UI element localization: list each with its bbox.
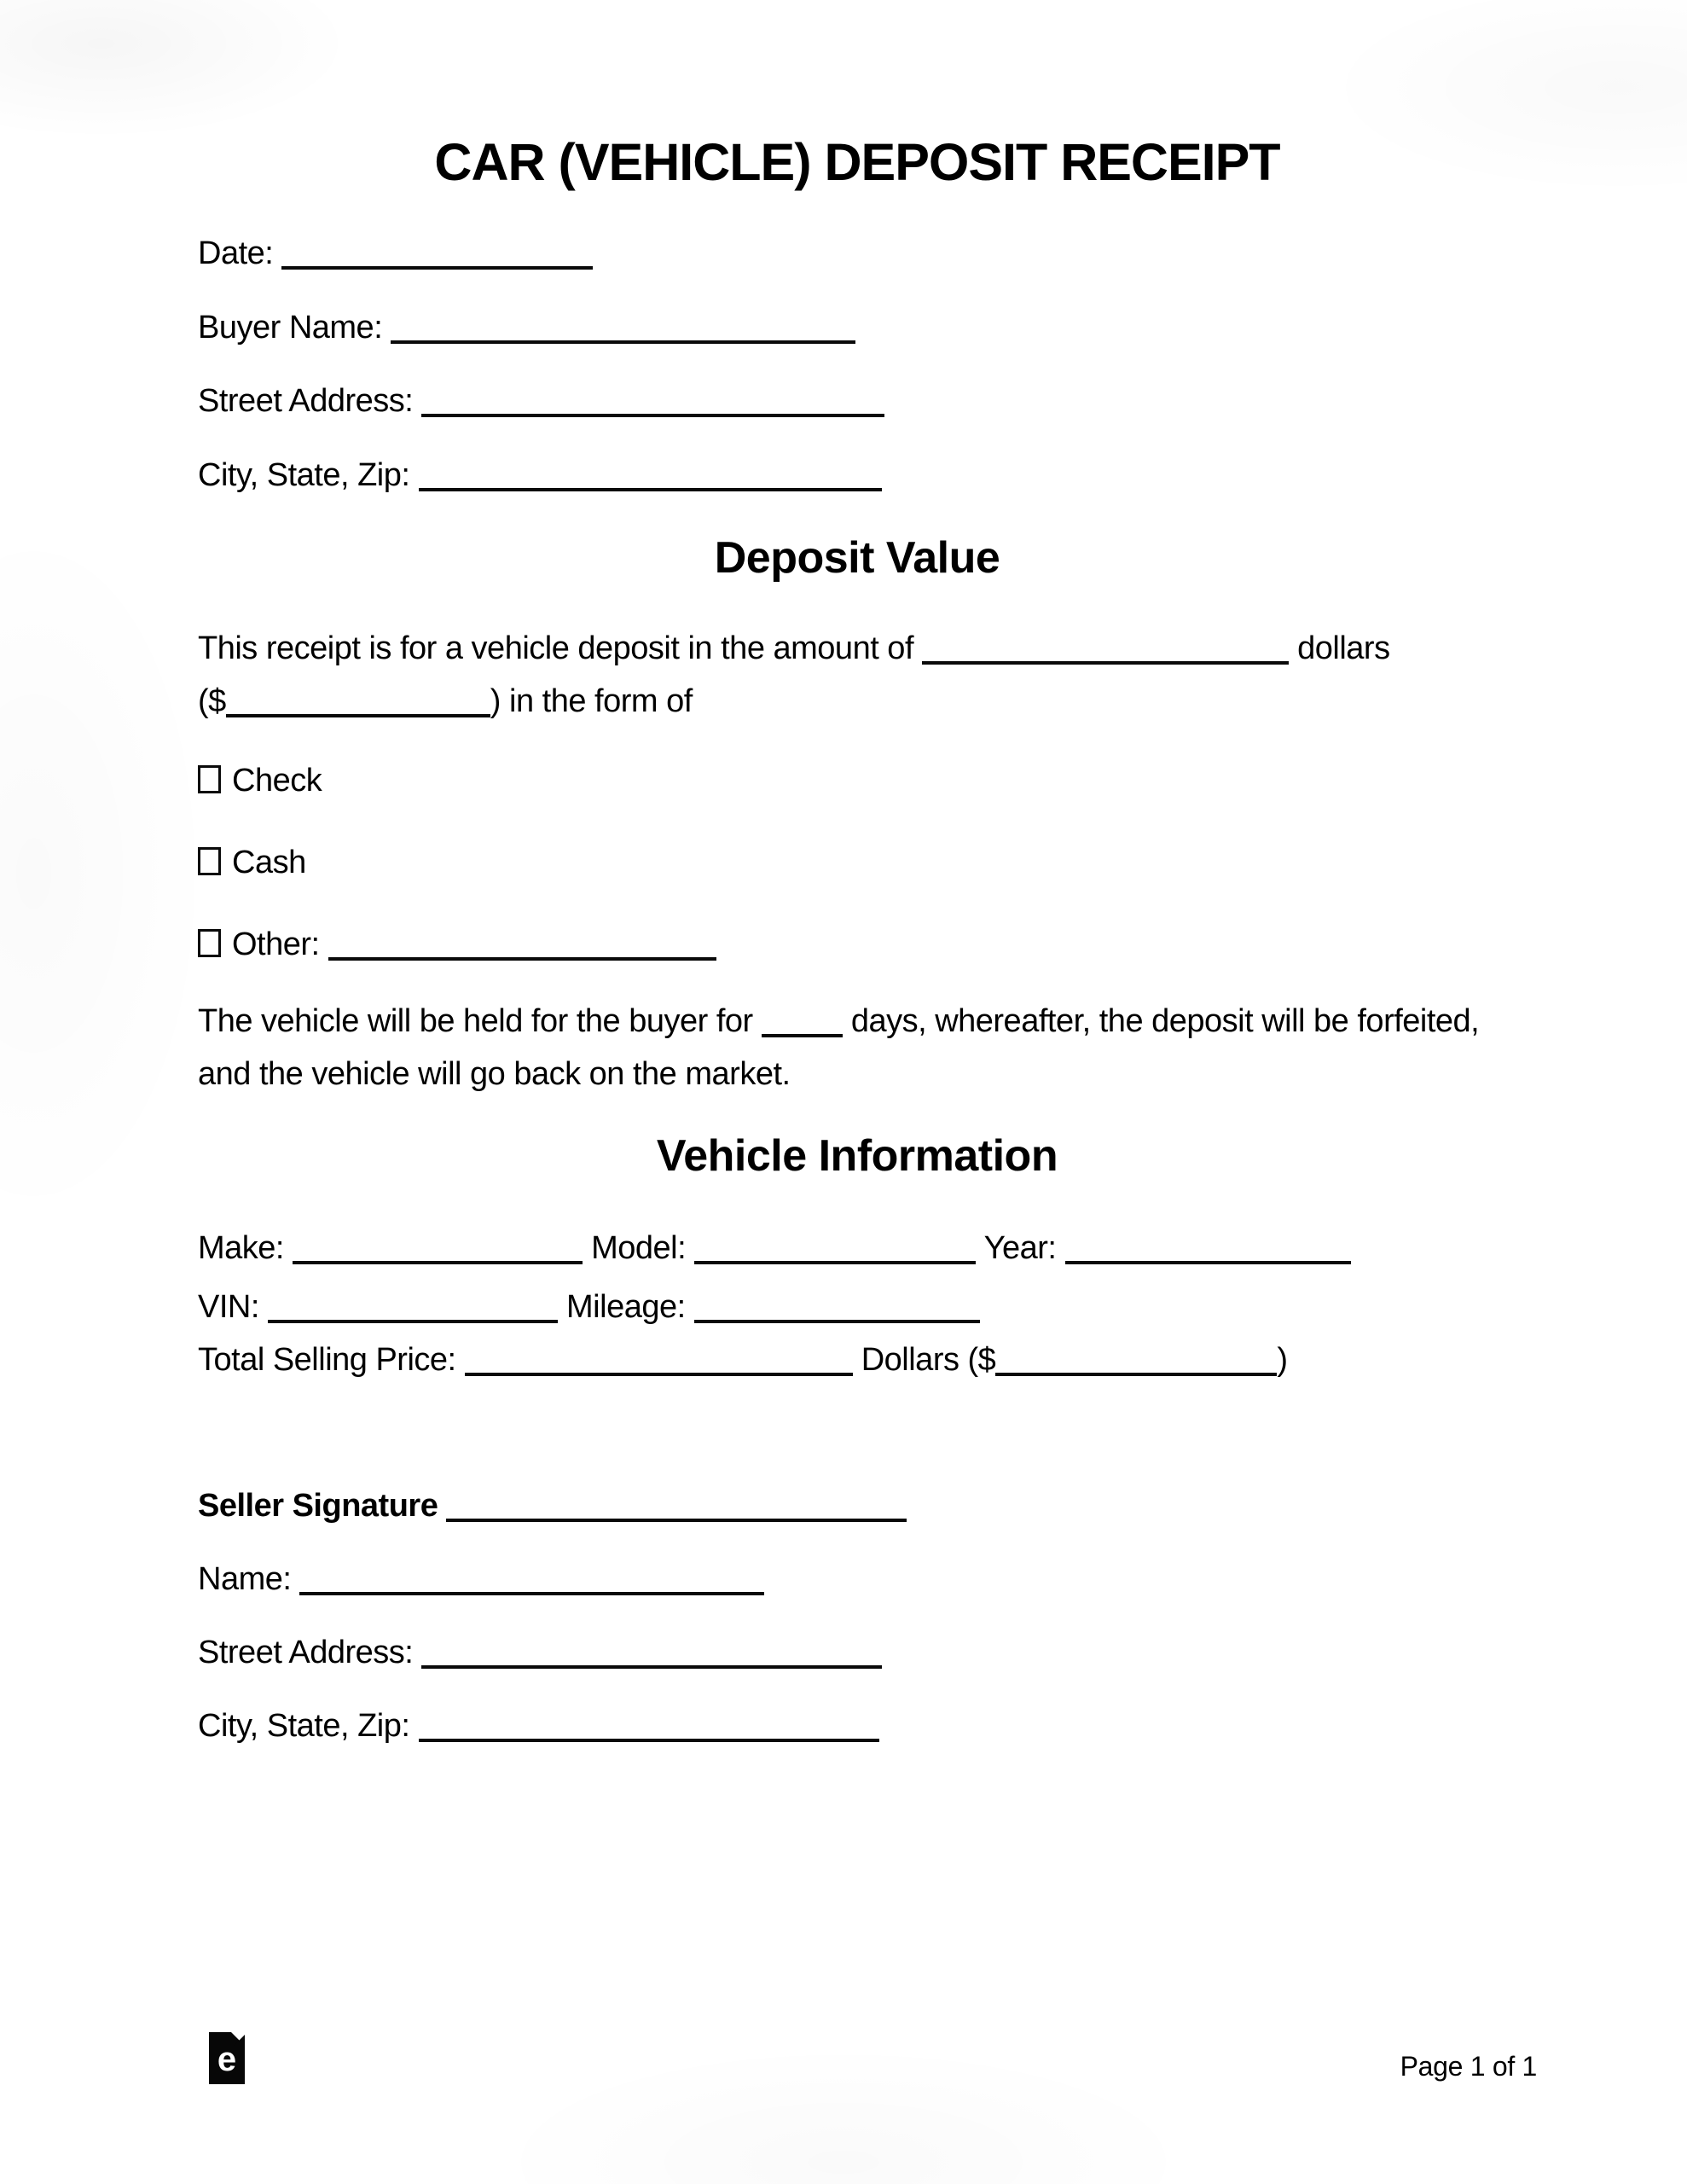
buyer-name-row: [198, 307, 855, 348]
vin-mileage-row: [198, 1287, 980, 1327]
hold-period-line1: [198, 1001, 1479, 1042]
hold-days-blank[interactable]: [762, 1034, 843, 1037]
buyer-name-blank[interactable]: [391, 340, 855, 344]
buyer-city-row: [198, 455, 882, 496]
buyer-street-row: [198, 380, 884, 421]
check-checkbox[interactable]: [198, 765, 221, 793]
cash-checkbox[interactable]: [198, 847, 221, 875]
selling-price-row: [198, 1339, 1287, 1380]
deposit-amount-numeric-blank[interactable]: [226, 714, 490, 717]
buyer-street-blank[interactable]: [421, 414, 884, 417]
logo-letter: e: [217, 2041, 237, 2078]
page-number: Page 1 of 1: [1400, 2051, 1537, 2082]
seller-name-row: [198, 1559, 764, 1600]
seller-street-blank[interactable]: [421, 1665, 882, 1669]
buyer-city-label: City, State, Zip:: [198, 457, 410, 493]
payment-option-other-row: [198, 924, 716, 965]
check-label: Check: [232, 763, 322, 799]
vin-blank[interactable]: [268, 1320, 558, 1323]
mileage-blank[interactable]: [694, 1320, 980, 1323]
seller-signature-row: [198, 1485, 907, 1526]
other-checkbox[interactable]: [198, 929, 221, 957]
payment-option-check-row: [198, 760, 322, 801]
payment-option-cash-row: [198, 842, 306, 883]
hold-text-before: The vehicle will be held for the buyer for: [198, 1003, 753, 1039]
selling-price-dollars-open: Dollars ($: [861, 1342, 996, 1378]
date-blank[interactable]: [281, 266, 593, 270]
seller-street-row: [198, 1632, 882, 1673]
vin-label: VIN:: [198, 1289, 259, 1325]
seller-city-row: [198, 1705, 879, 1746]
seller-city-label: City, State, Zip:: [198, 1708, 410, 1744]
deposit-paren-open: ($: [198, 683, 226, 719]
seller-city-blank[interactable]: [419, 1739, 879, 1742]
model-blank[interactable]: [694, 1261, 976, 1264]
date-label: Date:: [198, 235, 274, 271]
deposit-amount-text-after: dollars: [1297, 630, 1390, 666]
hold-period-line2: and the vehicle will go back on the market.: [198, 1056, 791, 1092]
other-label: Other:: [232, 926, 320, 962]
selling-price-words-blank[interactable]: [465, 1373, 853, 1376]
seller-street-label: Street Address:: [198, 1635, 414, 1670]
deposit-amount-line2: [198, 681, 693, 722]
make-blank[interactable]: [293, 1261, 583, 1264]
make-label: Make:: [198, 1230, 284, 1266]
model-label: Model:: [591, 1230, 687, 1266]
make-model-year-row: [198, 1228, 1351, 1269]
seller-name-label: Name:: [198, 1561, 292, 1597]
deposit-paren-close: ) in the form of: [490, 683, 693, 719]
deposit-amount-text-before: This receipt is for a vehicle deposit in the amount of: [198, 630, 914, 666]
seller-signature-blank[interactable]: [446, 1519, 907, 1522]
year-blank[interactable]: [1065, 1261, 1351, 1264]
deposit-amount-words-blank[interactable]: [922, 661, 1289, 665]
deposit-value-heading: Deposit Value: [714, 533, 1000, 583]
buyer-street-label: Street Address:: [198, 383, 414, 419]
selling-price-numeric-blank[interactable]: [995, 1373, 1277, 1376]
date-row: [198, 233, 593, 274]
page-title: CAR (VEHICLE) DEPOSIT RECEIPT: [434, 133, 1280, 191]
seller-signature-label: Seller Signature: [198, 1488, 438, 1524]
mileage-label: Mileage:: [566, 1289, 686, 1325]
hold-text-after: days, whereafter, the deposit will be forfeited,: [850, 1003, 1480, 1039]
seller-name-blank[interactable]: [299, 1592, 764, 1595]
selling-price-label: Total Selling Price:: [198, 1342, 456, 1378]
buyer-city-blank[interactable]: [419, 488, 882, 491]
deposit-amount-line1: [198, 628, 1390, 669]
other-blank[interactable]: [328, 957, 716, 961]
selling-price-paren-close: ): [1277, 1342, 1288, 1378]
buyer-name-label: Buyer Name:: [198, 310, 383, 346]
cash-label: Cash: [232, 845, 306, 880]
year-label: Year:: [983, 1230, 1057, 1266]
vehicle-information-heading: Vehicle Information: [656, 1131, 1058, 1181]
